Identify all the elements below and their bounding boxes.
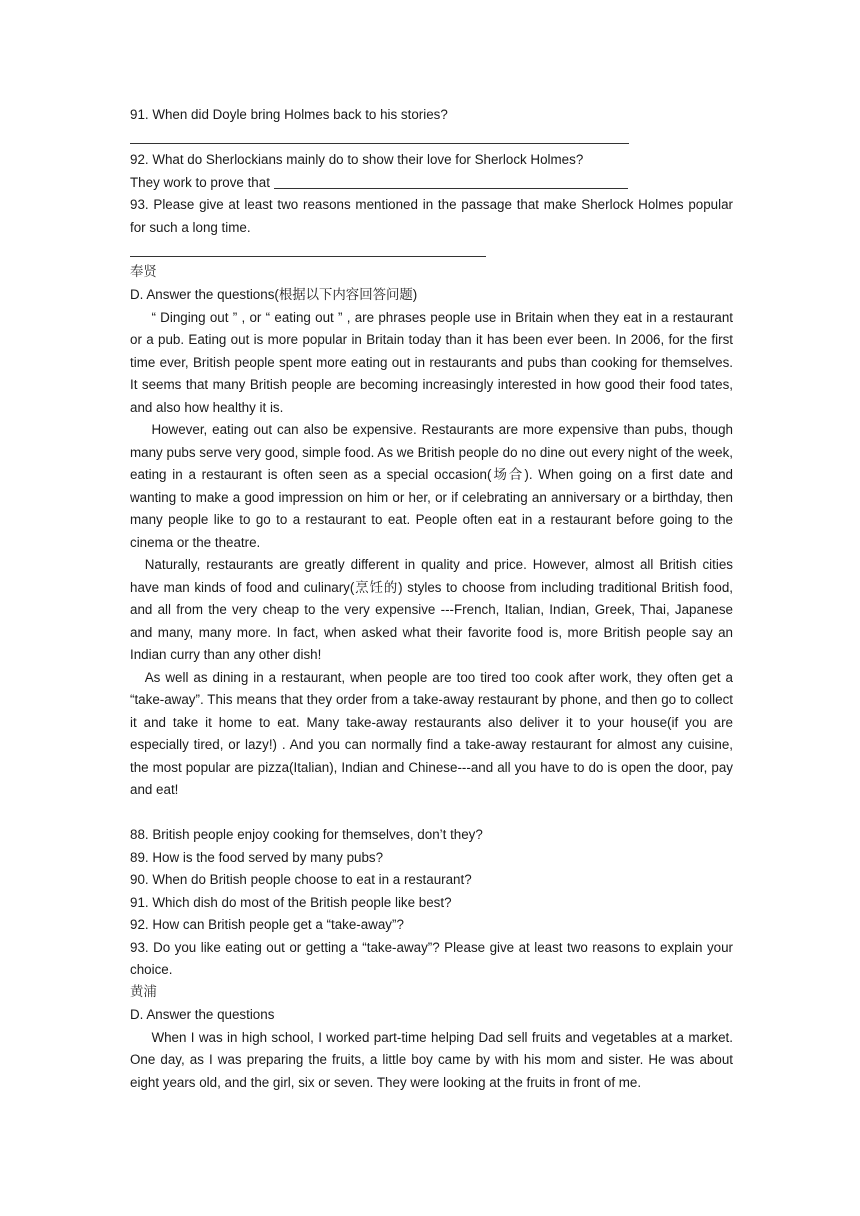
question-93: 93. Please give at least two reasons mentioned in the passage that make Sherlock Holmes popular for such a long time. [130, 197, 733, 235]
question-92-prompt-row [130, 172, 733, 195]
document-page [130, 104, 733, 1094]
question-92: 92. What do Sherlockians mainly do to show their love for Sherlock Holmes? [130, 152, 584, 167]
answer-line-91[interactable] [130, 127, 629, 150]
district-label-huangpu: 黄浦 [130, 984, 157, 1000]
section-heading-huangpu: D. Answer the questions [130, 1007, 275, 1022]
question-91b: 91. Which dish do most of the British people like best? [130, 894, 452, 910]
passage-paragraph: However, eating out can also be expensive. Restaurants are more expensive than pubs, though many pubs serve very good, simple food. As we British people do no dine out every night of the week, eating in a restaurant is often seen as a special occasion(场合). When going on a first date and wanting to make a good impression on him or her, or if celebrating an anniversary or a birthday, then many people like to go to a restaurant to eat. People often eat in a restaurant before going to the cinema or the theatre. [130, 422, 733, 550]
question-88: 88. British people enjoy cooking for themselves, don’t they? [130, 827, 483, 842]
passage-paragraph: When I was in high school, I worked part-time helping Dad sell fruits and vegetables at a market. One day, as I was preparing the fruits, a little boy came by with his mom and sister. He was about eight years old, and the girl, six or seven. They were looking at the fruits in front of me. [130, 1029, 733, 1090]
question-93b: 93. Do you like eating out or getting a “take-away”? Please give at least two reasons to explain your choice. [130, 939, 733, 977]
passage-paragraph: Naturally, restaurants are greatly different in quality and price. However, almost all British cities have man kinds of food and culinary(烹饪的) styles to choose from including traditional British food, and all from the very cheap to the very expensive ---French, Italian, Indian, Greek, Thai, Japanese and many, many more. In fact, when asked what their favorite food is, more British people say an Indian curry than any other dish! [130, 557, 733, 662]
answer-blank-92[interactable] [274, 174, 628, 189]
question-90: 90. When do British people choose to eat in a restaurant? [130, 872, 472, 887]
district-label-fengxian: 奉贤 [130, 264, 157, 280]
answer-line-93[interactable] [130, 239, 486, 262]
question-91: 91. When did Doyle bring Holmes back to his stories? [130, 107, 448, 122]
passage-paragraph: “ Dinging out ” , or “ eating out ” , are phrases people use in Britain when they eat in a restaurant or a pub. Eating out is more popular in Britain today than it has been ever been. In 2006, for the first time ever, British people spent more eating out in restaurants and pubs than cooking for themselves. It seems that many British people are becoming increasingly interested in how good their food tates, and also how healthy it is. [130, 309, 733, 415]
question-92b: 92. How can British people get a “take-away”? [130, 917, 404, 932]
section-heading-fengxian: D. Answer the questions(根据以下内容回答问题) [130, 287, 418, 302]
passage-paragraph: As well as dining in a restaurant, when people are too tired too cook after work, they often get a “take-away”. This means that they order from a take-away restaurant by phone, and then go to collect it and take it home to eat. Many take-away restaurants also deliver it to your house(if you are especially tired, or lazy!) . And you can normally find a take-away restaurant for almost any cuisine, the most popular are pizza(Italian), Indian and Chinese---and all you have to do is open the door, pay and eat! [130, 669, 733, 797]
question-89: 89. How is the food served by many pubs? [130, 849, 384, 865]
spacer [130, 802, 733, 825]
question-92-prompt: They work to prove that [130, 174, 270, 190]
